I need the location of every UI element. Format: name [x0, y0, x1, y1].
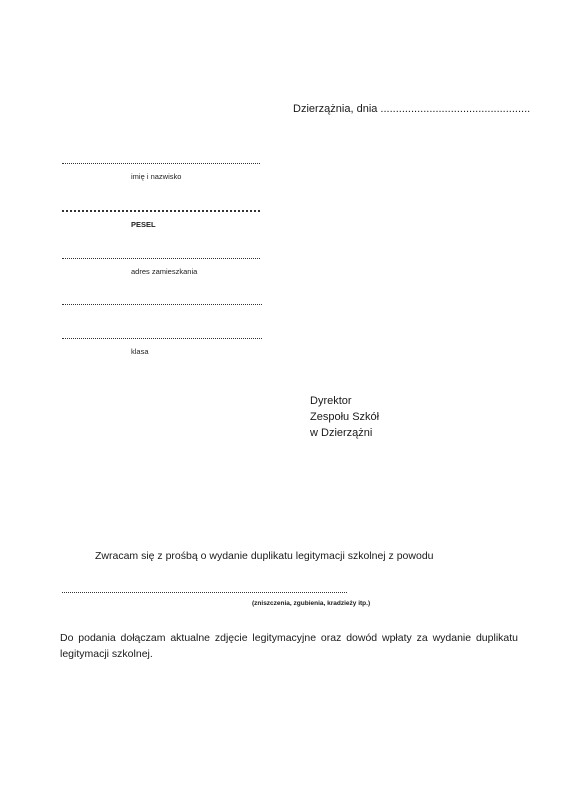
recipient-school: Zespołu Szkół — [310, 411, 380, 423]
name-label: imię i nazwisko — [131, 172, 182, 181]
recipient-title: Dyrektor — [310, 395, 352, 407]
reason-dotted-line — [62, 592, 347, 593]
name-dotted-line — [62, 163, 260, 164]
address-second-dotted-line — [62, 304, 262, 305]
attachment-paragraph: Do podania dołączam aktualne zdjęcie legitymacyjne oraz dowód wpłaty za wydanie duplikatu legitymacji szkolnej. — [60, 632, 518, 660]
place-date-line: Dzierzążnia, dnia ................................................. — [293, 103, 531, 115]
class-label: klasa — [131, 347, 149, 356]
pesel-label: PESEL — [131, 220, 156, 229]
class-dotted-line — [62, 338, 262, 339]
recipient-place: w Dzierzążni — [310, 427, 373, 439]
pesel-dotted-line — [62, 210, 260, 212]
request-text: Zwracam się z prośbą o wydanie duplikatu legitymacji szkolnej z powodu — [95, 550, 434, 562]
address-label: adres zamieszkania — [131, 267, 198, 276]
recipient-block — [310, 393, 379, 441]
reason-hint: (zniszczenia, zgubienia, kradzieży itp.) — [252, 600, 371, 607]
address-dotted-line — [62, 258, 260, 259]
